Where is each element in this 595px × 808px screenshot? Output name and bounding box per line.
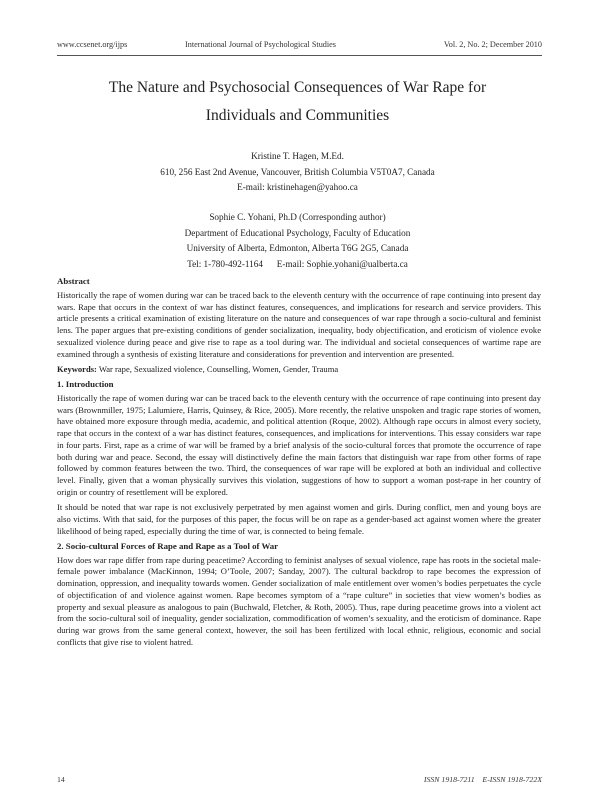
abstract-heading: Abstract: [57, 276, 90, 286]
journal-url[interactable]: www.ccsenet.org/ijps: [57, 40, 128, 49]
section-2-heading: 2. Socio-cultural Forces of Rape and Rape as a Tool of War: [57, 540, 279, 551]
author-block-1: [40, 149, 555, 196]
header-divider: [57, 55, 542, 56]
section-2-paragraph-1: How does war rape differ from rape during peacetime? According to feminist analyses of sexual violence, rape has roots in the societal male-female power imbalance (MacKinnon, 1994; O’Toole, 2007; Sanday, 2007). The cultural backdrop to rape becomes the expression of domination, oppression, and inequality towards women. Gender socialization of male entitlement over women’s bodies perpetuates the cycle of objectification of and violence against women. Rape becomes symptom of a “rape culture” in societies that view women’s bodies as property and sexual pleasure as analogous to pain (Buchwald, Fletcher, & Roth, 2005). Thus, rape during peacetime grows into a violent act from the socio-cultural soil of inequality, gender socialization, commodification of women’s sexuality, and the eroticism of dominance. Rape during war grows from the same general context, however, the soil has been fertilized with local ethnic, religious, economic and social conflicts that give rise to violent hatred.: [57, 554, 541, 647]
article-title: [40, 74, 555, 130]
section-1-paragraph-1: Historically the rape of women during war can be traced back to the eleventh century with the occurrence of rape continuing into present day wars (Brownmiller, 1975; Lalumiere, Harris, Quinsey, & Rice, 2005). More recently, the relative unspoken and tragic rape stories of women, have obtained more exposure through media, academic, and political attention (Roque, 2002). Although rape occurs in almost every society, rape that occurs in the context of a war has distinct features, consequences, and implications for interventions. This essay considers war rape in four parts. First, rape as a crime of war will be framed by a brief analysis of the socio-cultural forces that promote the occurrence of rape both during war and peace. Second, the essay will distinctively define the main factors that distinguish war rape from other forms of rape followed by common features between the two. Third, the consequences of war rape will be explored at both an individual and collective level. Finally, given that a woman physically survives this violation, suggestions of how to support a woman post-rape in her country of origin or country of resettlement will be explored.: [57, 392, 541, 497]
author-1-email[interactable]: E-mail: kristinehagen@yahoo.ca: [237, 182, 358, 192]
section-1-heading: 1. Introduction: [57, 379, 114, 389]
abstract-text: Historically the rape of women during war can be traced back to the eleventh century with the occurrence of rape continuing into present day wars. Rape that occurs in the context of war has distinct features, consequences, and implications for research and service providers. This article presents a critical examination of existing literature on the nature and consequences of war rape through a socio-cultural and feminist lens. The paper argues that pre-existing conditions of gender socialization, inequality, body objectification, and eroticism of violence evoke sexualized violence during peace and give rise to rape as a tool during war. The individual and societal consequences of wartime rape are examined through a synthesis of existing literature and considerations for prevention and intervention are presented.: [57, 289, 541, 359]
page-footer: [57, 775, 542, 787]
author-block-2: [40, 210, 555, 272]
title-line-1: The Nature and Psychosocial Consequences of War Rape for: [108, 79, 487, 96]
author-2-university: University of Alberta, Edmonton, Alberta T6G 2G5, Canada: [186, 243, 409, 253]
issue-info: Vol. 2, No. 2; December 2010: [443, 40, 542, 49]
author-1-address: 610, 256 East 2nd Avenue, Vancouver, British Columbia V5T0A7, Canada: [160, 166, 435, 177]
page-number: 14: [57, 775, 65, 784]
author-2-name: Sophie C. Yohani, Ph.D (Corresponding author): [209, 212, 386, 222]
issn-info: ISSN 1918-7211 E-ISSN 1918-722X: [423, 775, 542, 784]
journal-name: International Journal of Psychological Studies: [185, 40, 336, 49]
author-1-name: Kristine T. Hagen, M.Ed.: [251, 151, 344, 161]
keywords: [57, 364, 541, 376]
article-body: [57, 276, 541, 652]
author-2-department: Department of Educational Psychology, Faculty of Education: [184, 227, 411, 238]
running-header: [57, 40, 542, 52]
keywords-text: War rape, Sexualized violence, Counselling, Women, Gender, Trauma: [96, 363, 339, 374]
title-line-2: Individuals and Communities: [205, 107, 390, 124]
author-2-contact[interactable]: Tel: 1-780-492-1164 E-mail: Sophie.yohani@ualberta.ca: [187, 258, 408, 269]
keywords-label: Keywords:: [57, 363, 97, 374]
section-1-paragraph-2: It should be noted that war rape is not exclusively perpetrated by men against women and girls. During conflict, men and young boys are also victims. With that said, for the purposes of this paper, the focus will be on rape as a gender-based act against women where the greater likelihood of being raped, especially during the time of war, is connected to being female.: [57, 502, 541, 536]
